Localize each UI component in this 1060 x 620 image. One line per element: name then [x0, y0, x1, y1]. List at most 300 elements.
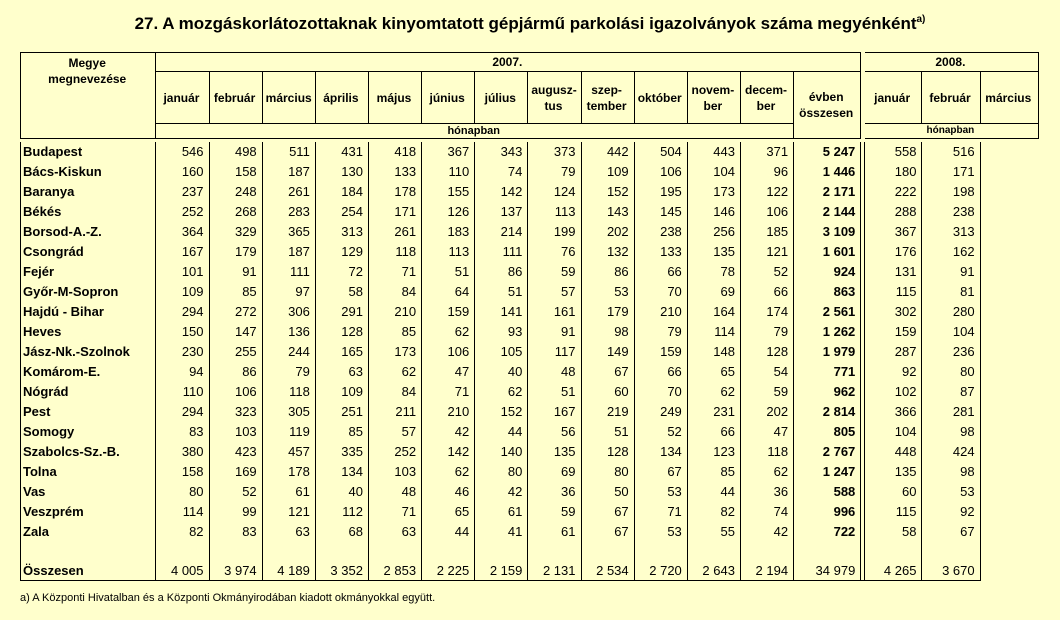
- month-value-2007: 91: [528, 322, 581, 342]
- month-value-2007: 106: [740, 202, 793, 222]
- month-value-2008: 102: [865, 382, 922, 402]
- month-value-2007: 202: [581, 222, 634, 242]
- table-row: [21, 482, 1039, 502]
- month-value-2007: 255: [209, 342, 262, 362]
- month-value-2008: 131: [865, 262, 922, 282]
- month-value-2007: 86: [475, 262, 528, 282]
- month-value-2007: 85: [687, 462, 740, 482]
- year-2007-header: 2007.: [156, 53, 861, 72]
- summary-month-2007: 2 720: [634, 561, 687, 581]
- month-value-2007: 136: [262, 322, 315, 342]
- summary-label: Összesen: [21, 561, 156, 581]
- year-total-line2: összesen: [799, 106, 854, 120]
- month-header-2007: [209, 72, 262, 124]
- year-total-value: 2 144: [794, 202, 861, 222]
- month-value-2007: 323: [209, 402, 262, 422]
- month-value-2008: [861, 182, 865, 202]
- summary-month-2007: 2 643: [687, 561, 740, 581]
- month-value-2007: 53: [634, 482, 687, 502]
- month-value-2007: 179: [209, 242, 262, 262]
- spacer-cell: [581, 542, 634, 561]
- month-value-2007: 343: [475, 142, 528, 162]
- year-total-value: 771: [794, 362, 861, 382]
- month-value-2008: [861, 222, 865, 242]
- summary-month-2007: 4 189: [262, 561, 315, 581]
- month-value-2007: 60: [581, 382, 634, 402]
- month-value-2007: 152: [475, 402, 528, 422]
- month-value-2007: 106: [209, 382, 262, 402]
- month-value-2008: 558: [865, 142, 922, 162]
- month-value-2007: 56: [528, 422, 581, 442]
- month-value-2007: 57: [368, 422, 421, 442]
- month-value-2008: 448: [865, 442, 922, 462]
- spacer-cell: [794, 542, 861, 561]
- month-header-2007: [262, 72, 315, 124]
- month-value-2007: 159: [634, 342, 687, 362]
- summary-month-2008: [861, 561, 865, 581]
- month-value-2007: 42: [475, 482, 528, 502]
- month-header-2007: [581, 72, 634, 124]
- month-value-2007: 118: [262, 382, 315, 402]
- month-value-2008: [861, 442, 865, 462]
- county-name: Tolna: [21, 462, 156, 482]
- month-value-2007: 443: [687, 142, 740, 162]
- month-value-2007: 44: [422, 522, 475, 542]
- month-value-2007: 110: [422, 162, 475, 182]
- month-value-2007: 67: [634, 462, 687, 482]
- month-header-line: szep-: [591, 82, 622, 97]
- month-value-2008: 367: [865, 222, 922, 242]
- month-value-2007: 152: [581, 182, 634, 202]
- parking-permit-table: [20, 52, 1039, 581]
- month-value-2007: 142: [475, 182, 528, 202]
- table-row: [21, 522, 1039, 542]
- table-row: [21, 462, 1039, 482]
- table-row: [21, 422, 1039, 442]
- per-month-label-2007: hónapban: [156, 124, 794, 139]
- month-value-2007: 160: [156, 162, 209, 182]
- month-value-2007: 91: [209, 262, 262, 282]
- month-value-2008: 135: [865, 462, 922, 482]
- month-value-2007: 173: [368, 342, 421, 362]
- month-value-2007: 210: [634, 302, 687, 322]
- county-name: Nógrád: [21, 382, 156, 402]
- month-value-2007: 148: [687, 342, 740, 362]
- month-value-2007: 210: [368, 302, 421, 322]
- month-value-2008: 516: [922, 142, 980, 162]
- month-value-2008: [861, 422, 865, 442]
- month-header-line: ber: [703, 98, 723, 113]
- month-value-2007: 219: [581, 402, 634, 422]
- month-value-2007: 167: [156, 242, 209, 262]
- month-value-2007: 199: [528, 222, 581, 242]
- month-value-2007: 66: [634, 262, 687, 282]
- month-header-line: augusz-: [531, 82, 577, 97]
- month-value-2008: 91: [922, 262, 980, 282]
- month-value-2007: 129: [315, 242, 368, 262]
- month-header-line: július: [484, 90, 516, 105]
- spacer-cell: [156, 542, 209, 561]
- spacer-cell: [865, 542, 922, 561]
- county-name: Zala: [21, 522, 156, 542]
- month-value-2007: 305: [262, 402, 315, 422]
- month-value-2007: 149: [581, 342, 634, 362]
- month-value-2007: 214: [475, 222, 528, 242]
- month-value-2007: 111: [475, 242, 528, 262]
- year-total-value: 2 767: [794, 442, 861, 462]
- month-value-2008: 115: [865, 282, 922, 302]
- month-value-2007: 96: [740, 162, 793, 182]
- month-value-2007: 83: [209, 522, 262, 542]
- month-value-2007: 40: [315, 482, 368, 502]
- spacer-cell: [21, 542, 156, 561]
- month-value-2007: 121: [740, 242, 793, 262]
- month-header-line: novem-: [691, 82, 735, 97]
- month-value-2008: 236: [922, 342, 980, 362]
- month-value-2007: 178: [262, 462, 315, 482]
- month-value-2007: 145: [634, 202, 687, 222]
- month-value-2007: 155: [422, 182, 475, 202]
- month-value-2007: 113: [422, 242, 475, 262]
- month-value-2007: 42: [422, 422, 475, 442]
- month-value-2007: 79: [634, 322, 687, 342]
- table-row: [21, 282, 1039, 302]
- month-value-2007: 364: [156, 222, 209, 242]
- month-value-2007: 187: [262, 242, 315, 262]
- month-value-2007: 114: [687, 322, 740, 342]
- county-header-line1: Megye: [68, 56, 106, 70]
- month-value-2007: 291: [315, 302, 368, 322]
- month-value-2007: 137: [475, 202, 528, 222]
- month-value-2007: 62: [422, 322, 475, 342]
- spacer-cell: [528, 542, 581, 561]
- year-total-value: 1 247: [794, 462, 861, 482]
- month-value-2007: 373: [528, 142, 581, 162]
- month-value-2007: 47: [422, 362, 475, 382]
- summary-month-2007: 3 974: [209, 561, 262, 581]
- table-row: [21, 202, 1039, 222]
- month-value-2007: 83: [156, 422, 209, 442]
- month-value-2007: 272: [209, 302, 262, 322]
- month-header-2007: [475, 72, 528, 124]
- month-value-2007: 130: [315, 162, 368, 182]
- month-value-2008: 98: [922, 462, 980, 482]
- county-name: Pest: [21, 402, 156, 422]
- month-value-2007: 97: [262, 282, 315, 302]
- month-value-2007: 128: [315, 322, 368, 342]
- month-value-2007: 371: [740, 142, 793, 162]
- year-total-value: 722: [794, 522, 861, 542]
- summary-row: [21, 561, 1039, 581]
- month-value-2007: 51: [581, 422, 634, 442]
- month-value-2008: 176: [865, 242, 922, 262]
- month-value-2007: 93: [475, 322, 528, 342]
- month-value-2007: 134: [315, 462, 368, 482]
- month-value-2007: 504: [634, 142, 687, 162]
- month-value-2007: 41: [475, 522, 528, 542]
- month-value-2008: [861, 522, 865, 542]
- month-value-2008: 198: [922, 182, 980, 202]
- month-value-2007: 71: [422, 382, 475, 402]
- month-value-2008: 92: [922, 502, 980, 522]
- month-value-2007: 47: [740, 422, 793, 442]
- month-value-2007: 165: [315, 342, 368, 362]
- month-header-line: április: [323, 90, 359, 105]
- month-value-2007: 109: [315, 382, 368, 402]
- month-value-2007: 51: [475, 282, 528, 302]
- year-total-value: 805: [794, 422, 861, 442]
- summary-month-2007: 2 534: [581, 561, 634, 581]
- month-value-2008: 171: [922, 162, 980, 182]
- month-value-2007: 251: [315, 402, 368, 422]
- spacer-cell: [315, 542, 368, 561]
- month-value-2007: 185: [740, 222, 793, 242]
- month-value-2008: 281: [922, 402, 980, 422]
- month-value-2007: 44: [687, 482, 740, 502]
- year-total-value: 863: [794, 282, 861, 302]
- county-header: [21, 53, 156, 139]
- month-value-2007: 71: [368, 262, 421, 282]
- month-value-2007: 74: [475, 162, 528, 182]
- month-header-line: tember: [586, 98, 627, 113]
- month-value-2007: 52: [634, 422, 687, 442]
- table-row: [21, 242, 1039, 262]
- month-value-2007: 546: [156, 142, 209, 162]
- table-row: [21, 402, 1039, 422]
- county-name: Csongrád: [21, 242, 156, 262]
- month-value-2008: 180: [865, 162, 922, 182]
- month-value-2007: 178: [368, 182, 421, 202]
- table-row: [21, 442, 1039, 462]
- spacer-cell: [922, 542, 980, 561]
- month-value-2007: 256: [687, 222, 740, 242]
- page-title: 27. A mozgáskorlátozottaknak kinyomtatott gépjármű parkolási igazolványok száma megyénként$^{a)}$: [134, 14, 926, 33]
- month-value-2007: 51: [528, 382, 581, 402]
- month-value-2007: 52: [209, 482, 262, 502]
- month-value-2007: 62: [368, 362, 421, 382]
- month-value-2007: 121: [262, 502, 315, 522]
- summary-month-2007: 2 159: [475, 561, 528, 581]
- county-header-line2: megnevezése: [48, 72, 127, 86]
- month-value-2007: 54: [740, 362, 793, 382]
- month-value-2007: 231: [687, 402, 740, 422]
- month-value-2008: 313: [922, 222, 980, 242]
- month-value-2007: 85: [209, 282, 262, 302]
- county-name: Jász-Nk.-Szolnok: [21, 342, 156, 362]
- month-header-2007: [528, 72, 581, 124]
- month-value-2007: 40: [475, 362, 528, 382]
- month-value-2007: 118: [368, 242, 421, 262]
- month-value-2007: 86: [581, 262, 634, 282]
- month-value-2007: 63: [262, 522, 315, 542]
- month-value-2007: 134: [634, 442, 687, 462]
- month-value-2007: 202: [740, 402, 793, 422]
- month-value-2008: [861, 142, 865, 162]
- month-value-2007: 380: [156, 442, 209, 462]
- month-value-2007: 105: [475, 342, 528, 362]
- month-value-2007: 82: [687, 502, 740, 522]
- title-footnote-marker: a): [916, 14, 926, 25]
- year-total-value: 5 247: [794, 142, 861, 162]
- month-value-2007: 103: [368, 462, 421, 482]
- month-value-2007: 36: [528, 482, 581, 502]
- table-row: [21, 382, 1039, 402]
- month-value-2008: 104: [922, 322, 980, 342]
- month-value-2007: 159: [422, 302, 475, 322]
- month-value-2007: 261: [262, 182, 315, 202]
- month-value-2008: 424: [922, 442, 980, 462]
- month-value-2007: 59: [528, 262, 581, 282]
- summary-month-2007: 2 225: [422, 561, 475, 581]
- table-row: [21, 342, 1039, 362]
- month-header-line: ber: [756, 98, 776, 113]
- month-value-2008: 80: [922, 362, 980, 382]
- month-value-2007: 63: [368, 522, 421, 542]
- month-value-2007: 80: [581, 462, 634, 482]
- county-name: Veszprém: [21, 502, 156, 522]
- month-value-2008: 162: [922, 242, 980, 262]
- month-value-2007: 69: [687, 282, 740, 302]
- county-name: Fejér: [21, 262, 156, 282]
- month-value-2008: 60: [865, 482, 922, 502]
- month-value-2008: 67: [922, 522, 980, 542]
- year-total-value: 924: [794, 262, 861, 282]
- month-value-2007: 71: [368, 502, 421, 522]
- month-value-2007: 58: [315, 282, 368, 302]
- month-value-2007: 268: [209, 202, 262, 222]
- month-header-2007: [687, 72, 740, 124]
- month-value-2008: [861, 162, 865, 182]
- month-value-2007: 457: [262, 442, 315, 462]
- month-value-2007: 76: [528, 242, 581, 262]
- month-header-line: június: [429, 90, 465, 105]
- month-value-2007: 141: [475, 302, 528, 322]
- month-value-2007: 67: [581, 522, 634, 542]
- table-row: [21, 262, 1039, 282]
- month-value-2007: 158: [156, 462, 209, 482]
- month-header-2007: [422, 72, 475, 124]
- month-header-line: február: [213, 90, 256, 105]
- month-value-2007: 44: [475, 422, 528, 442]
- month-value-2007: 135: [528, 442, 581, 462]
- month-value-2007: 84: [368, 382, 421, 402]
- month-value-2007: 66: [634, 362, 687, 382]
- month-value-2007: 122: [740, 182, 793, 202]
- month-value-2008: [861, 502, 865, 522]
- month-value-2007: 70: [634, 282, 687, 302]
- month-value-2007: 244: [262, 342, 315, 362]
- year-total-value: 1 446: [794, 162, 861, 182]
- month-value-2007: 79: [740, 322, 793, 342]
- month-value-2008: [861, 202, 865, 222]
- month-value-2008: 58: [865, 522, 922, 542]
- month-value-2007: 161: [528, 302, 581, 322]
- spacer-cell: [475, 542, 528, 561]
- month-value-2008: [861, 302, 865, 322]
- month-value-2008: [861, 262, 865, 282]
- month-value-2007: 61: [475, 502, 528, 522]
- summary-month-2007: 2 853: [368, 561, 421, 581]
- month-value-2007: 184: [315, 182, 368, 202]
- month-header-2007: [368, 72, 421, 124]
- month-value-2007: 57: [528, 282, 581, 302]
- month-value-2008: 366: [865, 402, 922, 422]
- month-value-2008: [861, 342, 865, 362]
- month-value-2008: [861, 382, 865, 402]
- month-value-2008: 115: [865, 502, 922, 522]
- summary-month-2007: 4 005: [156, 561, 209, 581]
- month-value-2007: 431: [315, 142, 368, 162]
- month-value-2007: 66: [740, 282, 793, 302]
- month-value-2007: 72: [315, 262, 368, 282]
- spacer-cell: [262, 542, 315, 561]
- table-row: [21, 162, 1039, 182]
- month-header-line: január: [163, 90, 200, 105]
- month-value-2008: [861, 282, 865, 302]
- month-value-2007: 78: [687, 262, 740, 282]
- month-value-2007: 183: [422, 222, 475, 242]
- month-value-2007: 106: [634, 162, 687, 182]
- month-value-2007: 79: [528, 162, 581, 182]
- month-header-2007: [156, 72, 209, 124]
- month-value-2007: 62: [687, 382, 740, 402]
- year-total-value: 1 979: [794, 342, 861, 362]
- month-value-2007: 98: [581, 322, 634, 342]
- month-value-2008: 159: [865, 322, 922, 342]
- per-month-label-2008: hónapban: [865, 124, 1039, 139]
- month-value-2008: [861, 482, 865, 502]
- year-total-line1: évben: [808, 90, 844, 104]
- month-value-2007: 126: [422, 202, 475, 222]
- year-total-value: 996: [794, 502, 861, 522]
- month-value-2007: 211: [368, 402, 421, 422]
- table-row: [21, 302, 1039, 322]
- month-value-2007: 69: [528, 462, 581, 482]
- month-value-2007: 51: [422, 262, 475, 282]
- month-header-2008: február: [922, 72, 980, 124]
- month-header-line: március: [265, 90, 312, 105]
- month-value-2007: 252: [368, 442, 421, 462]
- month-value-2008: 302: [865, 302, 922, 322]
- month-value-2007: 169: [209, 462, 262, 482]
- county-name: Borsod-A.-Z.: [21, 222, 156, 242]
- month-value-2007: 52: [740, 262, 793, 282]
- month-value-2007: 335: [315, 442, 368, 462]
- month-value-2007: 511: [262, 142, 315, 162]
- month-value-2008: 98: [922, 422, 980, 442]
- year-total-value: 2 814: [794, 402, 861, 422]
- summary-year-total: 34 979: [794, 561, 861, 581]
- month-value-2007: 132: [581, 242, 634, 262]
- month-value-2007: 133: [368, 162, 421, 182]
- month-value-2007: 128: [581, 442, 634, 462]
- month-value-2008: [861, 462, 865, 482]
- table-row: [21, 502, 1039, 522]
- year-total-value: 588: [794, 482, 861, 502]
- month-value-2007: 111: [262, 262, 315, 282]
- month-value-2007: 133: [634, 242, 687, 262]
- month-value-2008: 238: [922, 202, 980, 222]
- month-value-2007: 65: [422, 502, 475, 522]
- month-header-line: október: [637, 90, 682, 105]
- month-value-2007: 53: [634, 522, 687, 542]
- month-value-2007: 36: [740, 482, 793, 502]
- table-row: [21, 182, 1039, 202]
- year-2008-header: 2008.: [865, 53, 1039, 72]
- month-value-2007: 80: [156, 482, 209, 502]
- month-value-2007: 62: [475, 382, 528, 402]
- month-value-2007: 68: [315, 522, 368, 542]
